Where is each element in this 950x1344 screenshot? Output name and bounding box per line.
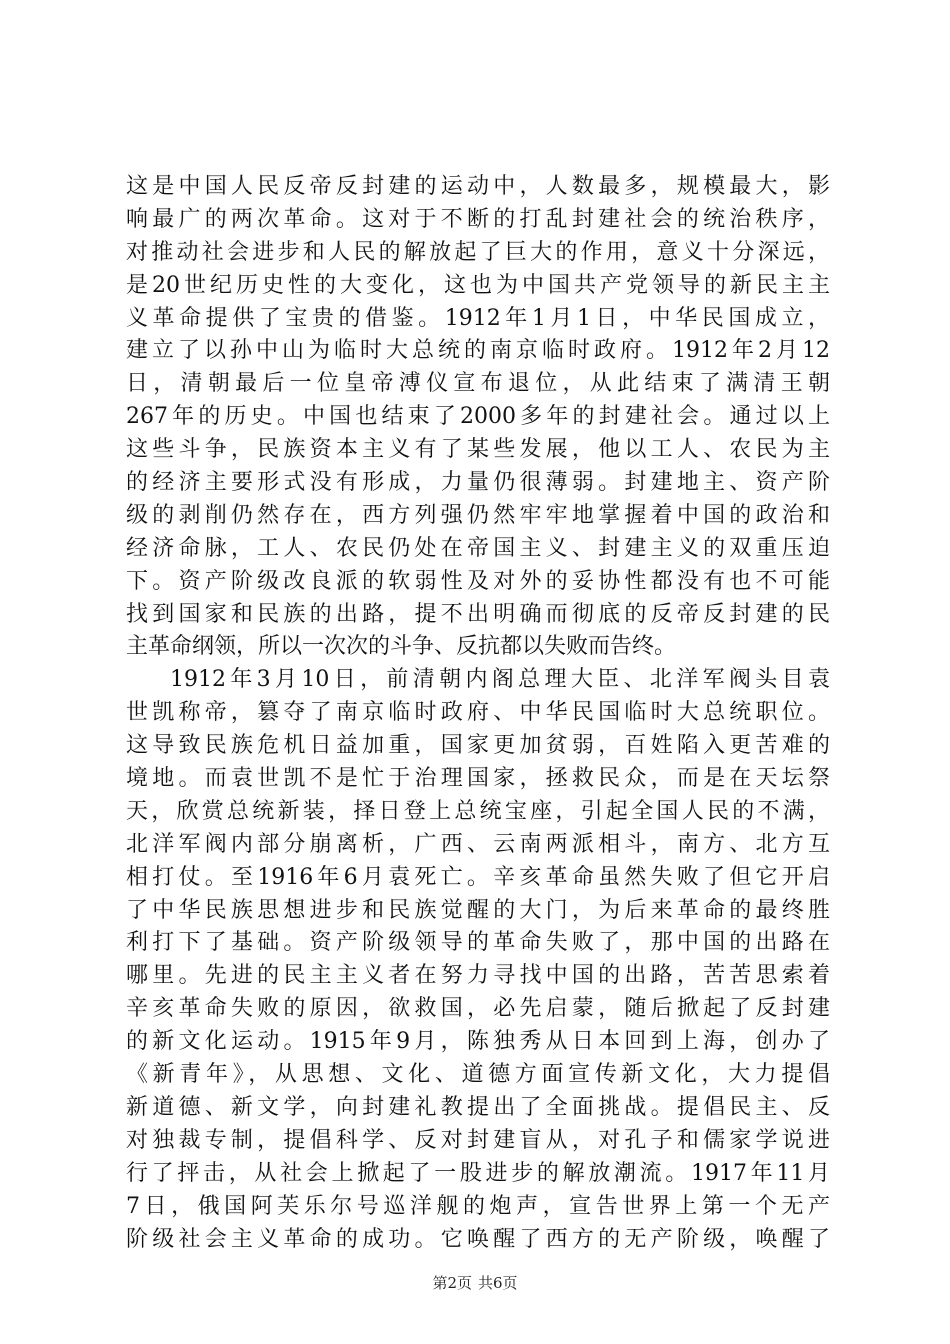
text-line: 267年的历史。中国也结束了2000多年的封建社会。通过以上 (126, 404, 830, 430)
text-line: 义革命提供了宝贵的借鉴。1912年1月1日，中华民国成立， (126, 305, 830, 331)
text-line: 经济命脉，工人、农民仍处在帝国主义、封建主义的双重压迫 (126, 535, 830, 561)
text-line: 《新青年》，从思想、文化、道德方面宣传新文化，大力提倡 (126, 1062, 830, 1088)
text-line: 了中华民族思想进步和民族觉醒的大门，为后来革命的最终胜 (126, 897, 830, 923)
text-line: 境地。而袁世凯不是忙于治理国家，拯救民众，而是在天坛祭 (126, 766, 830, 792)
text-line: 新道德、新文学，向封建礼教提出了全面挑战。提倡民主、反 (126, 1094, 830, 1120)
paragraph-2 (126, 664, 830, 1256)
body-text (126, 171, 830, 1256)
text-line: 阶级社会主义革命的成功。它唤醒了西方的无产阶级，唤醒了 (126, 1226, 830, 1252)
text-line: 响最广的两次革命。这对于不断的打乱封建社会的统治秩序， (126, 206, 830, 232)
text-line: 天，欣赏总统新装，择日登上总统宝座，引起全国人民的不满， (126, 798, 830, 824)
text-line: 这是中国人民反帝反封建的运动中，人数最多，规模最大，影 (126, 174, 830, 199)
text-line: 日，清朝最后一位皇帝溥仪宣布退位，从此结束了满清王朝 (126, 371, 830, 397)
text-line: 利打下了基础。资产阶级领导的革命失败了，那中国的出路在 (126, 930, 830, 956)
text-line: 北洋军阀内部分崩离析，广西、云南两派相斗，南方、北方互 (126, 831, 830, 857)
paragraph-1 (126, 171, 830, 664)
text-line: 的新文化运动。1915年9月，陈独秀从日本回到上海，创办了 (126, 1029, 830, 1055)
page-total: 共6页 (478, 1274, 518, 1292)
text-line: 这导致民族危机日益加重，国家更加贫弱，百姓陷入更苦难的 (126, 733, 830, 759)
text-line: 建立了以孙中山为临时大总统的南京临时政府。1912年2月12 (126, 338, 830, 364)
text-line: 辛亥革命失败的原因，欲救国，必先启蒙，随后掀起了反封建 (126, 996, 830, 1022)
text-line: 7日，俄国阿芙乐尔号巡洋舰的炮声，宣告世界上第一个无产 (126, 1193, 830, 1219)
text-line: 主革命纲领，所以一次次的斗争、反抗都以失败而告终。 (126, 634, 677, 660)
text-line: 1912年3月10日，前清朝内阁总理大臣、北洋军阀头目袁 (170, 667, 830, 693)
page-number: 第2页 (432, 1274, 472, 1292)
text-line: 行了抨击，从社会上掀起了一股进步的解放潮流。1917年11月 (126, 1160, 830, 1186)
page-footer (0, 1273, 950, 1293)
text-line: 下。资产阶级改良派的软弱性及对外的妥协性都没有也不可能 (126, 568, 830, 594)
text-line: 相打仗。至1916年6月袁死亡。辛亥革命虽然失败了但它开启 (126, 864, 830, 890)
text-line: 对推动社会进步和人民的解放起了巨大的作用，意义十分深远， (126, 239, 830, 265)
text-line: 是20世纪历史性的大变化，这也为中国共产党领导的新民主主 (126, 272, 830, 298)
text-line: 找到国家和民族的出路，提不出明确而彻底的反帝反封建的民 (126, 601, 830, 627)
text-line: 级的剥削仍然存在，西方列强仍然牢牢地掌握着中国的政治和 (126, 502, 830, 528)
text-line: 世凯称帝，篡夺了南京临时政府、中华民国临时大总统职位。 (126, 700, 830, 726)
text-line: 哪里。先进的民主主义者在努力寻找中国的出路，苦苦思索着 (126, 963, 830, 989)
text-line: 这些斗争，民族资本主义有了某些发展，他以工人、农民为主 (126, 437, 830, 463)
text-line: 的经济主要形式没有形成，力量仍很薄弱。封建地主、资产阶 (126, 470, 830, 496)
text-line: 对独裁专制，提倡科学、反对封建盲从，对孔子和儒家学说进 (126, 1127, 830, 1153)
